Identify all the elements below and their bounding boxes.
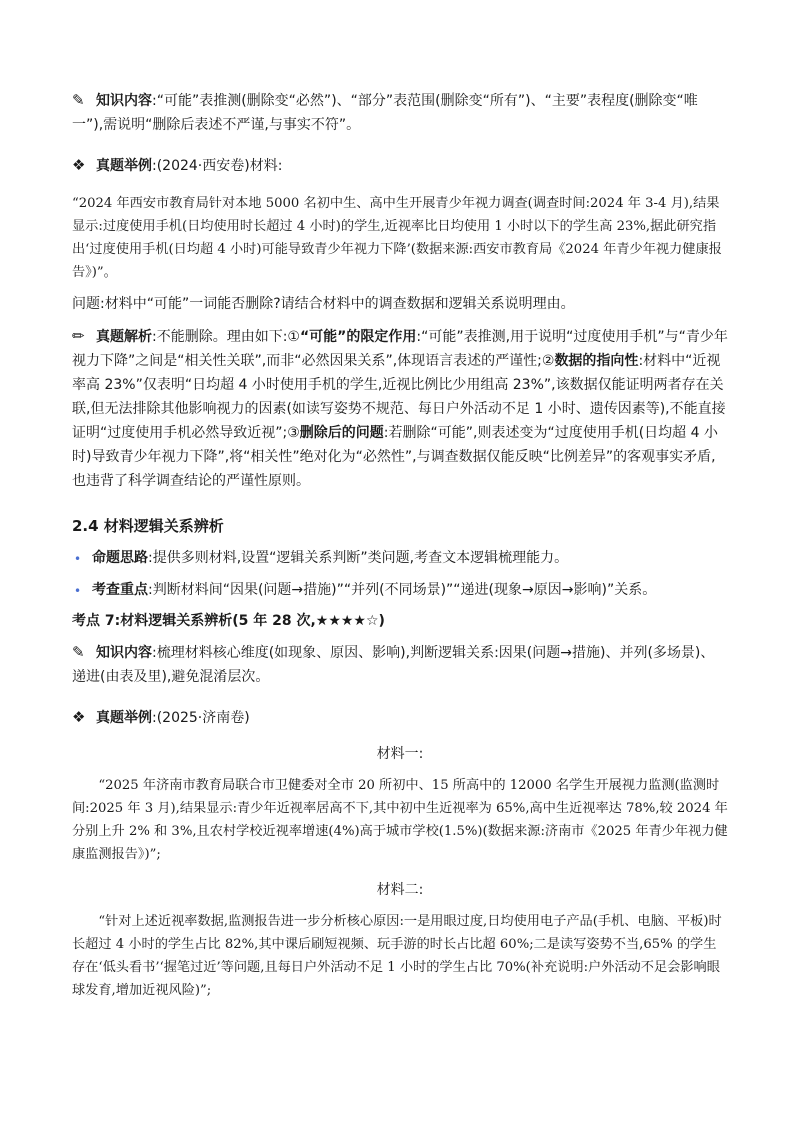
material-one-label: 材料一:	[376, 746, 424, 762]
analysis-text-1: :不能删除。理由如下:①	[152, 329, 300, 345]
example-label: 真题举例	[96, 710, 152, 726]
bullet-dot-icon: •	[74, 584, 82, 598]
bullet-dot-icon: •	[74, 552, 82, 566]
bullet-text: :判断材料间“因果(问题→措施)”“并列(不同场景)”“递进(现象→原因→影响)”关系。	[148, 582, 657, 598]
material-quote-1: “2024 年西安市教育局针对本地 5000 名初中生、高中生开展青少年视力调查(调查时间:2024 年 3-4 月),结果显示:过度使用手机(日均使用时长超过 4 小时)的学生,近视率比日均使用 1 小时以下的学生高 23%,据此研究指出‘过度使用手机(日均超 4 小时)可能导致青少年视力下降’(数据来源:西安市教育局《2024 年青少年视力健康报告》)”。	[72, 196, 722, 280]
material-one-text: “2025 年济南市教育局联合市卫健委对全市 20 所初中、15 所高中的 12000 名学生开展视力监测(监测时间:2025 年 3 月),结果显示:青少年近视率居高不下,其中初中生近视率为 65%,高中生近视率达 78%,较 2024 年分别上升 2% 和 3%,且农村学校近视率增速(4%)高于城市学校(1.5%)(数据来源:济南市《2025 年青少年视力健康监测报告》)”;	[72, 778, 728, 862]
bullet-label: 命题思路	[92, 550, 148, 566]
knowledge-label: 知识内容	[96, 645, 152, 661]
analysis-point-1: “可能”的限定作用	[299, 329, 417, 345]
analysis-text-2: :“可能”表推测,用于说明“过度使用手机”与“青少年视力下降”之间是“相关性关联”,而非“必然因果关系”,体现语言表述的严谨性;②	[72, 329, 728, 369]
list-item	[72, 578, 728, 602]
analysis-point-3: 删除后的问题	[299, 425, 384, 441]
question-text: 问题:材料中“可能”一词能否删除?请结合材料中的调查数据和逻辑关系说明理由。	[72, 296, 575, 312]
diamond-bullet-icon: ❖	[72, 708, 86, 726]
pencil-icon: ✎	[72, 643, 85, 661]
example-heading-1	[72, 153, 728, 178]
analysis-paragraph	[72, 324, 728, 493]
list-item	[72, 546, 728, 570]
material-two-label: 材料二:	[376, 882, 424, 898]
pencil-icon: ✎	[72, 91, 85, 109]
section-title: 2.4 材料逻辑关系辨析	[72, 517, 224, 535]
bullet-text: :提供多则材料,设置“逻辑关系判断”类问题,考查文本逻辑梳理能力。	[148, 550, 569, 566]
analysis-text-4: :若删除“可能”,则表述变为“过度使用手机(日均超 4 小时)导致青少年视力下降”,将“相关性”绝对化为“必然性”,与调查数据仅能反映“比例差异”的客观事实矛盾,也违背了科学调查结论的严谨性原则。	[72, 425, 718, 489]
example-source: :(2024·西安卷)材料:	[152, 158, 283, 174]
knowledge-text: :“可能”表推测(删除变“必然”)、“部分”表范围(删除变“所有”)、“主要”表程度(删除变“唯一”),需说明“删除后表述不严谨,与事实不符”。	[72, 93, 698, 133]
knowledge-paragraph-2	[72, 640, 728, 689]
analysis-text-3: :材料中“近视率高 23%”仅表明“日均超 4 小时使用手机的学生,近视比例比少用组高 23%”,该数据仅能证明两者存在关联,但无法排除其他影响视力的因素(如读写姿势不规范、每日户外活动不足 1 小时、遗传因素等),不能直接证明“过度使用手机必然导致近视”;③	[72, 353, 726, 441]
example-heading-2	[72, 705, 728, 730]
diamond-bullet-icon: ❖	[72, 156, 86, 174]
example-label: 真题举例	[96, 158, 152, 174]
bullet-label: 考查重点	[92, 582, 148, 598]
material-two-text: “针对上述近视率数据,监测报告进一步分析核心原因:一是用眼过度,日均使用电子产品(手机、电脑、平板)时长超过 4 小时的学生占比 82%,其中课后刷短视频、玩手游的时长占比超 60%;二是读写姿势不当,65% 的学生存在‘低头看书’‘握笔过近’等问题,且每日户外活动不足 1 小时的学生占比 70%(补充说明:户外活动不足会影响眼球发育,增加近视风险)”;	[72, 914, 722, 998]
kaodian-heading: 考点 7:材料逻辑关系辨析(5 年 28 次,★★★★☆)	[72, 613, 385, 629]
knowledge-label: 知识内容	[96, 93, 152, 109]
analysis-point-2: 数据的指向性	[554, 353, 639, 369]
knowledge-paragraph-1	[72, 88, 728, 137]
example-source: :(2025·济南卷)	[152, 710, 250, 726]
pen-icon: ✏	[72, 327, 85, 345]
knowledge-text: :梳理材料核心维度(如现象、原因、影响),判断逻辑关系:因果(问题→措施)、并列(多场景)、递进(由表及里),避免混淆层次。	[72, 645, 715, 685]
bullet-list	[72, 546, 728, 602]
analysis-label: 真题解析	[96, 329, 152, 345]
